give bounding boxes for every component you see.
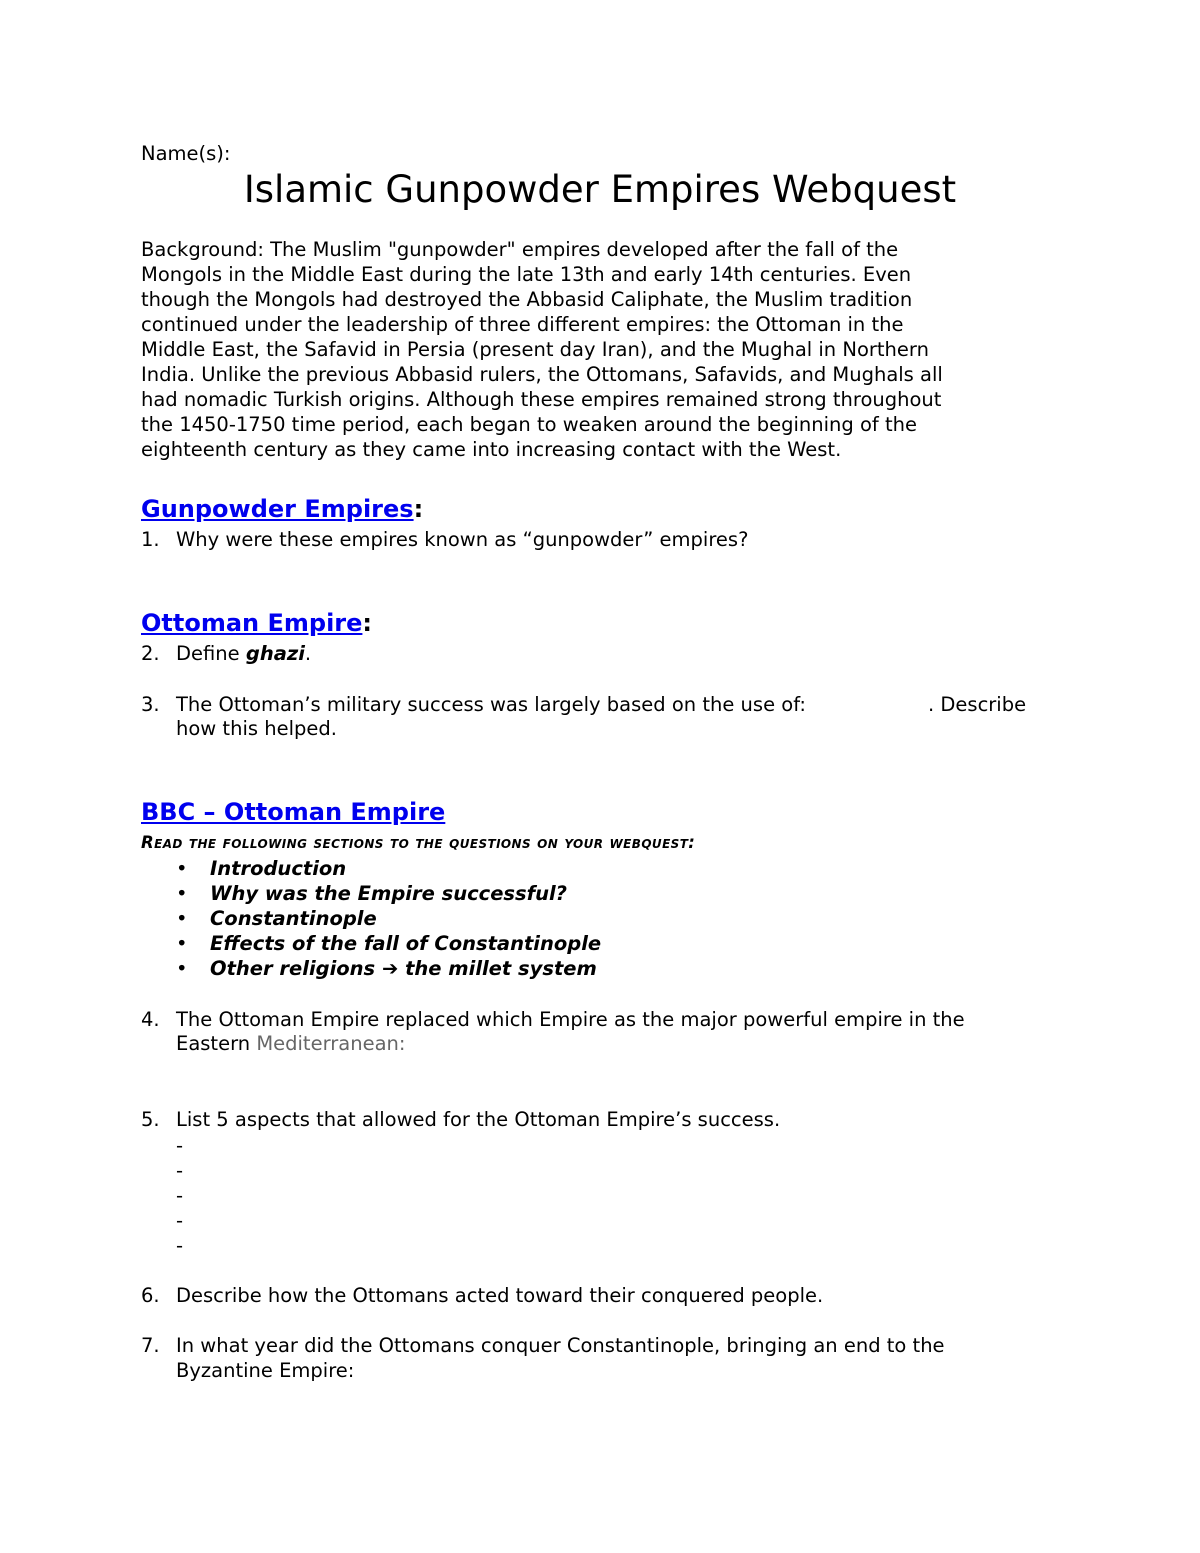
- background-line: Background: The Muslim "gunpowder" empires developed after the fall of the: [141, 238, 899, 261]
- answer-dash: -: [176, 1209, 184, 1232]
- arrow-right-icon: ➔: [381, 957, 399, 980]
- reading-item-part-b: the millet system: [405, 957, 597, 980]
- background-paragraph: [141, 237, 1061, 462]
- answer-dash: -: [176, 1184, 184, 1207]
- question-number: 4.: [141, 1008, 160, 1031]
- page-title: Islamic Gunpowder Empires Webquest: [243, 168, 957, 211]
- reading-item: Why was the Empire successful?: [210, 882, 567, 905]
- reading-instruction-text: Read the following sections to the questions on your webquest:: [141, 833, 696, 852]
- question-2-text: [176, 641, 311, 666]
- question-4-line-2-b: Mediterranean:: [256, 1032, 406, 1055]
- question-3-line-2: how this helped.: [176, 717, 337, 740]
- bullet-glyph: •: [176, 957, 188, 980]
- question-number: 6.: [141, 1284, 160, 1307]
- question-4-line-1: The Ottoman Empire replaced which Empire as the major powerful empire in the: [176, 1008, 965, 1031]
- background-line: Middle East, the Safavid in Persia (present day Iran), and the Mughal in Northern: [141, 338, 929, 361]
- background-line: Mongols in the Middle East during the late 13th and early 14th centuries. Even: [141, 263, 912, 286]
- question-2-prefix: Define: [176, 642, 246, 665]
- question-5-text: List 5 aspects that allowed for the Ottoman Empire’s success.: [176, 1108, 781, 1131]
- answer-dash: -: [176, 1159, 184, 1182]
- background-line: had nomadic Turkish origins. Although these empires remained strong throughout: [141, 388, 942, 411]
- question-7-line-2: Byzantine Empire:: [176, 1359, 355, 1382]
- background-line: India. Unlike the previous Abbasid rulers, the Ottomans, Safavids, and Mughals all: [141, 363, 943, 386]
- reading-item: Constantinople: [210, 907, 377, 930]
- ottoman-empire-link[interactable]: Ottoman Empire: [141, 609, 363, 637]
- question-6-text: Describe how the Ottomans acted toward their conquered people.: [176, 1284, 824, 1307]
- heading-colon: :: [413, 495, 424, 523]
- bullet-glyph: •: [176, 882, 188, 905]
- gunpowder-empires-heading: [141, 494, 423, 524]
- background-line: though the Mongols had destroyed the Abbasid Caliphate, the Muslim tradition: [141, 288, 913, 311]
- reading-item: Effects of the fall of Constantinople: [210, 932, 602, 955]
- question-2-suffix: .: [304, 642, 312, 665]
- answer-dash: -: [176, 1134, 184, 1157]
- question-4-line-2: [176, 1031, 405, 1056]
- background-line: eighteenth century as they came into increasing contact with the West.: [141, 438, 842, 461]
- question-number: 3.: [141, 693, 160, 716]
- question-number: 2.: [141, 642, 160, 665]
- ottoman-empire-heading: [141, 608, 372, 638]
- answer-dash: -: [176, 1234, 184, 1257]
- question-number: 7.: [141, 1334, 160, 1357]
- question-number: 1.: [141, 528, 160, 551]
- gunpowder-empires-link[interactable]: Gunpowder Empires: [141, 495, 414, 523]
- bbc-ottoman-link[interactable]: BBC – Ottoman Empire: [141, 798, 446, 826]
- bbc-ottoman-heading: [141, 797, 445, 827]
- heading-colon: :: [362, 609, 373, 637]
- bullet-glyph: •: [176, 907, 188, 930]
- question-number: 5.: [141, 1108, 160, 1131]
- bullet-glyph: •: [176, 932, 188, 955]
- background-line: the 1450-1750 time period, each began to weaken around the beginning of the: [141, 413, 917, 436]
- reading-item: Introduction: [210, 857, 347, 880]
- reading-item: [210, 956, 597, 981]
- question-7-line-1: In what year did the Ottomans conquer Constantinople, bringing an end to the: [176, 1334, 945, 1357]
- question-3-line-1: The Ottoman’s military success was largely based on the use of:: [176, 693, 806, 716]
- background-line: continued under the leadership of three different empires: the Ottoman in the: [141, 313, 904, 336]
- names-label: Name(s):: [141, 142, 231, 165]
- reading-instruction: [141, 833, 695, 852]
- question-4-line-2-a: Eastern: [176, 1032, 257, 1055]
- reading-item-part-a: Other religions: [210, 957, 376, 980]
- question-3-line-1-end: . Describe: [928, 693, 1027, 716]
- bullet-glyph: •: [176, 857, 188, 880]
- question-1-text: Why were these empires known as “gunpowder” empires?: [176, 528, 749, 551]
- ghazi-term: ghazi: [245, 642, 305, 665]
